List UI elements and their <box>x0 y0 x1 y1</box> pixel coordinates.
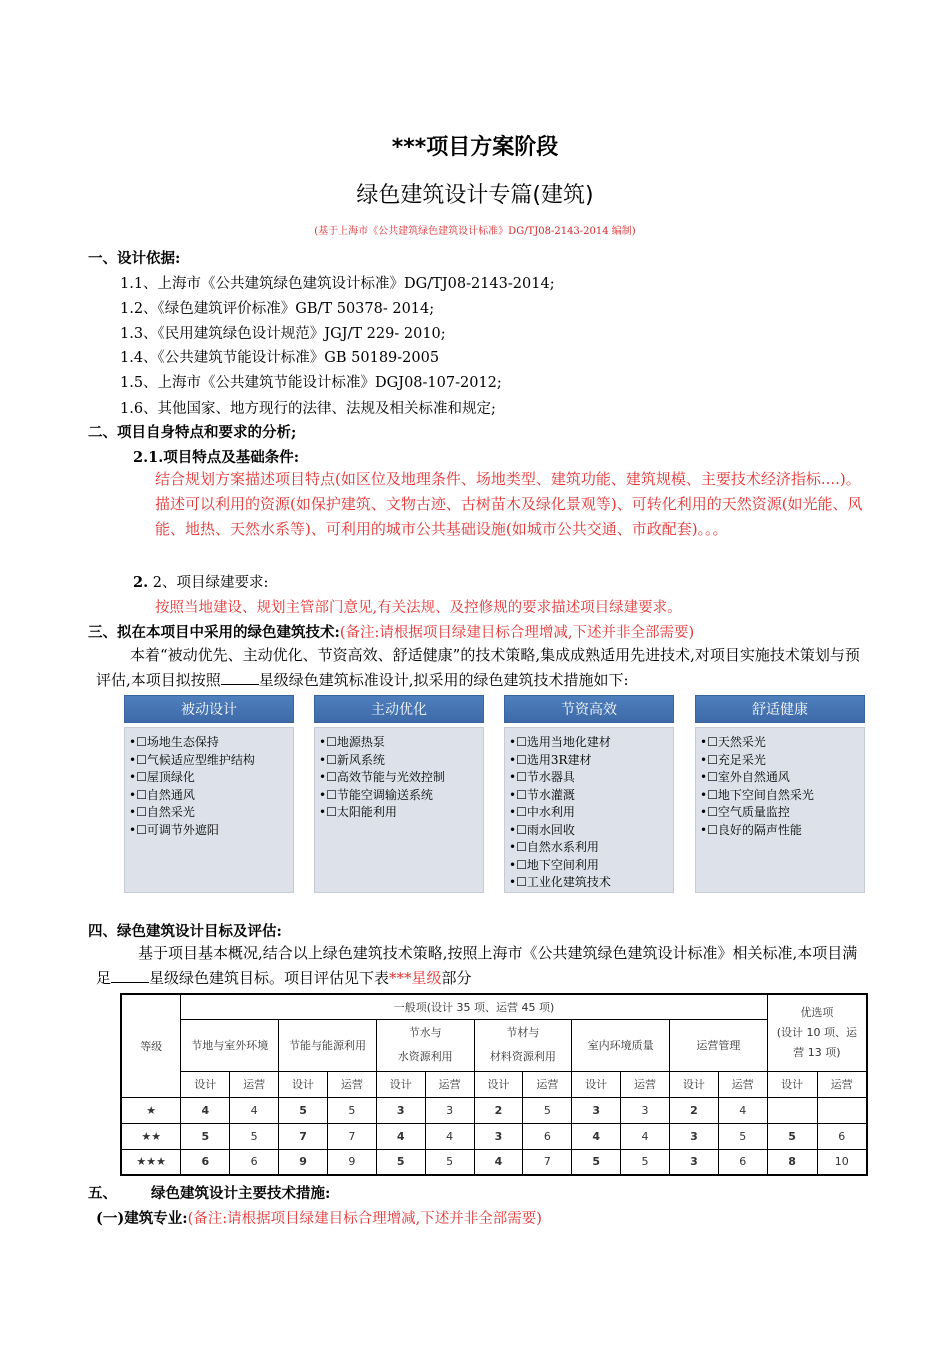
tech-checkbox-item[interactable]: •☐屋顶绿化 <box>129 770 195 784</box>
target-text-a: 基于项目基本概况,结合以上绿色建筑技术策略,按照上海市《公共建筑绿色建筑设计标准》相关标准,本项目满足 <box>96 944 858 987</box>
table-cell: 5 <box>327 1097 376 1123</box>
table-cell: 5 <box>181 1123 230 1149</box>
tech-checkbox-item[interactable]: •☐中水利用 <box>509 805 575 819</box>
strategy-paragraph <box>96 643 867 693</box>
table-cell: 6 <box>817 1123 867 1149</box>
tech-checkbox-item[interactable]: •☐天然采光 <box>700 735 766 749</box>
tech-checkbox-item[interactable]: •☐充足采光 <box>700 752 766 767</box>
table-cell: 5 <box>621 1149 670 1175</box>
operation-subheader: 运营 <box>230 1071 279 1097</box>
basis-item: 1.2、《绿色建筑评价标准》GB/T 50378- 2014; <box>120 301 435 317</box>
design-subheader: 设计 <box>376 1071 425 1097</box>
section-3-note: (备注:请根据项目绿建目标合理增减,下述并非全部需要) <box>339 625 695 641</box>
project-features-text: 结合规划方案描述项目特点(如区位及地理条件、场地类型、建筑功能、建筑规模、主要技术经济指标....)。描述可以利用的资源(如保护建筑、文物古迹、古树苗木及绿化景观等)、可转化利用的天然资源(如光能、风能、地热、天然水系等)、可利用的城市公共基础设施(如城市公共交通、市政配套)。。。 <box>155 470 863 538</box>
design-subheader: 设计 <box>572 1071 621 1097</box>
tech-checkbox-item[interactable]: •☐节水灌溉 <box>509 787 575 802</box>
table-cell: 6 <box>181 1149 230 1175</box>
table-cell: 8 <box>767 1149 817 1175</box>
grade-cell: ★★ <box>121 1123 181 1149</box>
operation-subheader: 运营 <box>718 1071 767 1097</box>
subsection-number: 2. <box>133 574 149 591</box>
category-line: 水资源利用 <box>397 1050 453 1063</box>
tech-column-title: 舒适健康 <box>695 695 865 723</box>
table-cell <box>767 1097 817 1123</box>
table-cell: 7 <box>327 1123 376 1149</box>
basis-item: 1.3、《民用建筑绿色设计规范》JGJ/T 229- 2010; <box>120 326 446 342</box>
basis-item: 1.5、上海市《公共建筑节能设计标准》DGJ08-107-2012; <box>120 375 502 391</box>
tech-checkbox-item[interactable]: •☐气候适应型维护结构 <box>129 752 255 767</box>
table-cell: 6 <box>523 1123 572 1149</box>
target-text-star: ***星级 <box>389 969 442 987</box>
table-cell: 4 <box>181 1097 230 1123</box>
target-paragraph <box>96 941 867 991</box>
table-cell: 7 <box>523 1149 572 1175</box>
table-cell: 7 <box>279 1123 328 1149</box>
table-cell: 5 <box>425 1149 474 1175</box>
table-cell: 5 <box>767 1123 817 1149</box>
tech-checkbox-item[interactable]: •☐地下空间利用 <box>509 857 599 872</box>
tech-checkbox-item[interactable]: •☐场地生态保持 <box>129 735 219 749</box>
star-level-blank[interactable] <box>221 670 259 685</box>
strategy-text-a: 本着“被动优先、主动优化、节资高效、舒适健康”的技术策略,集成成熟适用先进技术,对项目实施技术策划与预评估,本项目拟按照 <box>96 646 860 689</box>
table-cell: 5 <box>230 1123 279 1149</box>
table-cell: 3 <box>621 1097 670 1123</box>
table-cell: 6 <box>718 1149 767 1175</box>
operation-subheader: 运营 <box>327 1071 376 1097</box>
design-subheader: 设计 <box>669 1071 718 1097</box>
target-text-c: 部分 <box>441 969 472 987</box>
table-cell: 5 <box>718 1123 767 1149</box>
table-cell: 3 <box>474 1123 523 1149</box>
section-5-number: 五、 <box>88 1185 117 1202</box>
category-header: 节能与能源利用 <box>279 1019 377 1071</box>
design-subheader: 设计 <box>181 1071 230 1097</box>
optional-items-header <box>767 994 867 1071</box>
tech-column-title: 主动优化 <box>314 695 484 723</box>
tech-checkbox-item[interactable]: •☐新风系统 <box>319 752 385 767</box>
target-text-b: 星级绿色建筑目标。项目评估见下表 <box>149 969 390 987</box>
basis-item: 1.1、上海市《公共建筑绿色建筑设计标准》DG/TJ08-2143-2014; <box>120 276 555 292</box>
architecture-label: (一)建筑专业: <box>96 1210 188 1227</box>
tech-column-comfort <box>695 695 865 893</box>
table-cell: 4 <box>474 1149 523 1175</box>
tech-checkbox-item[interactable]: •☐自然采光 <box>129 805 195 819</box>
architecture-note: (备注:请根据项目绿建目标合理增减,下述并非全部需要) <box>187 1211 542 1227</box>
tech-column-efficiency <box>504 695 674 893</box>
tech-checkbox-item[interactable]: •☐可调节外遮阳 <box>129 822 219 837</box>
subsection-2-1-heading: 2.1.项目特点及基础条件: <box>133 449 300 466</box>
table-cell: 5 <box>279 1097 328 1123</box>
tech-checkbox-item[interactable]: •☐选用3R建材 <box>509 752 592 767</box>
tech-checkbox-item[interactable]: •☐自然通风 <box>129 787 195 802</box>
category-header: 室内环境质量 <box>572 1019 670 1071</box>
table-cell: 2 <box>669 1097 718 1123</box>
table-cell: 3 <box>669 1123 718 1149</box>
table-cell: 4 <box>425 1123 474 1149</box>
tech-checkbox-item[interactable]: •☐地下空间自然采光 <box>700 787 814 802</box>
design-subheader: 设计 <box>474 1071 523 1097</box>
evaluation-table <box>120 993 868 1176</box>
design-subheader: 设计 <box>767 1071 817 1097</box>
optional-header-line: 营 13 项) <box>793 1045 841 1059</box>
table-cell: 4 <box>376 1123 425 1149</box>
table-cell: 10 <box>817 1149 867 1175</box>
section-4-heading: 四、绿色建筑设计目标及评估: <box>88 923 282 940</box>
table-cell: 5 <box>572 1149 621 1175</box>
grade-cell: ★ <box>121 1097 181 1123</box>
section-3-heading <box>88 621 694 642</box>
section-2-heading: 二、项目自身特点和要求的分析; <box>88 424 297 441</box>
operation-subheader: 运营 <box>425 1071 474 1097</box>
table-cell: 3 <box>376 1097 425 1123</box>
table-cell: 4 <box>621 1123 670 1149</box>
table-cell: 4 <box>572 1123 621 1149</box>
section-5-title: 绿色建筑设计主要技术措施: <box>151 1185 331 1202</box>
tech-checkbox-item[interactable]: •☐高效节能与光效控制 <box>319 770 445 784</box>
subsection-label: 2、项目绿建要求: <box>152 575 269 591</box>
table-cell: 5 <box>523 1097 572 1123</box>
tech-column-title: 被动设计 <box>124 695 294 723</box>
section-5-heading <box>88 1182 330 1203</box>
section-3-title: 三、拟在本项目中采用的绿色建筑技术: <box>88 624 340 641</box>
tech-column-active <box>314 695 484 893</box>
tech-checkbox-item[interactable]: •☐自然水系利用 <box>509 840 599 854</box>
tech-checkbox-item[interactable]: •☐空气质量监控 <box>700 805 790 819</box>
table-cell: 2 <box>474 1097 523 1123</box>
category-line: 材料资源利用 <box>489 1050 556 1063</box>
category-header <box>474 1019 572 1071</box>
tech-column-passive <box>124 695 294 893</box>
operation-subheader: 运营 <box>621 1071 670 1097</box>
table-cell: 9 <box>279 1149 328 1175</box>
tech-checkbox-item[interactable]: •☐良好的隔声性能 <box>700 822 802 837</box>
tech-checkbox-item[interactable]: •☐工业化建筑技术 <box>509 875 611 889</box>
subsection-2-2-heading <box>133 571 268 592</box>
tech-checkbox-item[interactable]: •☐选用当地化建材 <box>509 735 611 749</box>
architecture-subsection <box>96 1207 542 1228</box>
category-line: 节水与 <box>408 1026 442 1039</box>
tech-checkbox-item[interactable]: •☐室外自然通风 <box>700 770 790 784</box>
table-cell: 4 <box>230 1097 279 1123</box>
table-cell: 6 <box>230 1149 279 1175</box>
table-cell: 3 <box>669 1149 718 1175</box>
tech-checkbox-item[interactable]: •☐太阳能利用 <box>319 805 397 819</box>
optional-header-line: (设计 10 项、运 <box>776 1025 857 1039</box>
optional-header-line: 优选项 <box>800 1005 834 1019</box>
grade-header: 等级 <box>121 994 181 1097</box>
category-header: 节地与室外环境 <box>181 1019 279 1071</box>
table-cell: 9 <box>327 1149 376 1175</box>
target-star-blank[interactable] <box>111 968 149 983</box>
table-cell <box>817 1097 867 1123</box>
tech-column-title: 节资高效 <box>504 695 674 723</box>
green-requirement-text: 按照当地建设、规划主管部门意见,有关法规、及控修规的要求描述项目绿建要求。 <box>155 600 682 616</box>
table-cell: 3 <box>572 1097 621 1123</box>
grade-cell: ★★★ <box>121 1149 181 1175</box>
basis-item: 1.6、其他国家、地方现行的法律、法规及相关标准和规定; <box>120 401 496 417</box>
basis-item: 1.4、《公共建筑节能设计标准》GB 50189-2005 <box>120 350 440 366</box>
tech-checkbox-item[interactable]: •☐地源热泵 <box>319 735 385 749</box>
strategy-text-b: 星级绿色建筑标准设计,拟采用的绿色建筑技术措施如下: <box>258 671 629 689</box>
tech-checkbox-item[interactable]: •☐节能空调输送系统 <box>319 787 433 802</box>
general-items-header: 一般项(设计 35 项、运营 45 项) <box>181 994 767 1019</box>
tech-checkbox-item[interactable]: •☐节水器具 <box>509 770 575 784</box>
operation-subheader: 运营 <box>817 1071 867 1097</box>
operation-subheader: 运营 <box>523 1071 572 1097</box>
section-1-heading: 一、设计依据: <box>88 250 181 267</box>
tech-checkbox-item[interactable]: •☐雨水回收 <box>509 822 575 837</box>
table-cell: 3 <box>425 1097 474 1123</box>
category-header: 运营管理 <box>669 1019 767 1071</box>
category-line: 节材与 <box>506 1026 540 1039</box>
table-cell: 4 <box>718 1097 767 1123</box>
category-header <box>376 1019 474 1071</box>
design-subheader: 设计 <box>279 1071 328 1097</box>
table-cell: 5 <box>376 1149 425 1175</box>
page-subtitle: 绿色建筑设计专篇(建筑) <box>356 183 594 208</box>
page-title: ***项目方案阶段 <box>391 135 559 160</box>
standard-note: (基于上海市《公共建筑绿色建筑设计标准》DG/TJ08-2143-2014 编制) <box>314 226 636 237</box>
